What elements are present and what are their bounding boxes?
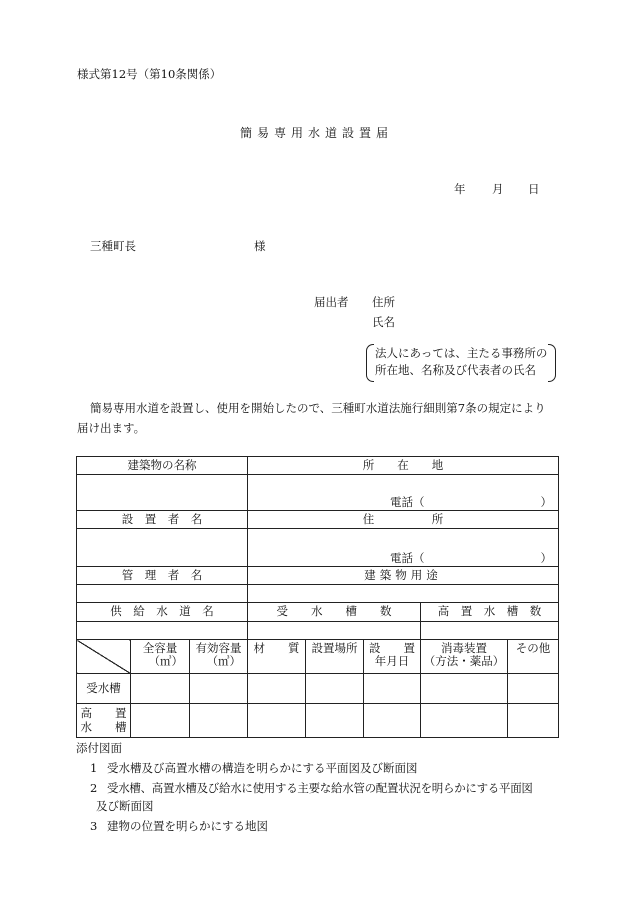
install-date-label-2: 年月日 xyxy=(374,654,410,669)
building-use-field[interactable] xyxy=(248,585,559,603)
install-location-header: 設置場所 xyxy=(306,640,364,674)
date-year: 年 xyxy=(454,182,466,196)
material-header: 材 質 xyxy=(248,640,306,674)
attachment-3-num: 3 xyxy=(90,819,98,833)
install-date-label-1: 設 置 xyxy=(369,641,416,655)
elevated-effective-capacity-field[interactable] xyxy=(190,704,248,738)
total-capacity-unit: （㎥） xyxy=(148,654,183,669)
disinfection-header xyxy=(421,640,508,674)
attachment-2-continuation: 及び断面図 xyxy=(96,799,154,813)
receiving-effective-capacity-field[interactable] xyxy=(190,674,248,704)
elevated-label-2: 水 槽 xyxy=(80,719,127,734)
total-capacity-label: 全容量 xyxy=(142,641,178,655)
date-day: 日 xyxy=(528,182,540,196)
applicant-label: 届出者 xyxy=(314,295,349,309)
manager-name-header: 管 理 者 名 xyxy=(77,567,248,585)
elevated-tank-count-header: 高 置 水 槽 数 xyxy=(421,603,559,622)
disinfection-label-1: 消毒装置 xyxy=(441,641,488,655)
effective-capacity-unit: （㎥） xyxy=(206,654,242,669)
corporate-note-line2: 所在地、名称及び代表者の氏名 xyxy=(375,363,536,377)
bracket-left xyxy=(366,344,374,382)
diagonal-corner-cell xyxy=(77,640,131,674)
effective-capacity-label: 有効容量 xyxy=(195,641,242,655)
install-date-header xyxy=(364,640,421,674)
elevated-location-field[interactable] xyxy=(306,704,364,738)
supply-name-header: 供 給 水 道 名 xyxy=(77,603,248,622)
elevated-label-1: 高 置 xyxy=(80,706,127,721)
installer-address-field[interactable] xyxy=(248,529,559,567)
applicant-name-label: 氏名 xyxy=(372,315,395,329)
body-text-line2: 届け出ます。 xyxy=(77,421,146,435)
elevated-disinfection-field[interactable] xyxy=(421,704,508,738)
tel-label-2: 電話（ xyxy=(390,550,425,565)
manager-name-field[interactable] xyxy=(77,585,248,603)
page-title: 簡易専用水道設置届 xyxy=(240,126,394,140)
attachment-1-num: 1 xyxy=(90,761,98,775)
receiving-other-field[interactable] xyxy=(508,674,559,704)
total-capacity-header xyxy=(131,640,190,674)
other-header: その他 xyxy=(508,640,559,674)
receiving-disinfection-field[interactable] xyxy=(421,674,508,704)
location-field[interactable] xyxy=(248,475,559,511)
supply-name-field[interactable] xyxy=(77,622,248,640)
attachment-2-num: 2 xyxy=(90,781,98,795)
effective-capacity-header xyxy=(190,640,248,674)
installer-address-header: 住 所 xyxy=(248,511,559,529)
form-number: 様式第12号（第10条関係） xyxy=(77,67,222,81)
receiving-material-field[interactable] xyxy=(248,674,306,704)
receiving-tank-row-label: 受水槽 xyxy=(77,674,131,704)
bracket-right xyxy=(548,344,556,382)
receiving-tank-count-field[interactable] xyxy=(248,622,421,640)
date-month: 月 xyxy=(492,182,504,196)
tel-label: 電話（ xyxy=(390,494,425,509)
addressee-honorific: 様 xyxy=(254,239,266,253)
building-use-header: 建築物用途 xyxy=(248,567,559,585)
applicant-address-label: 住所 xyxy=(372,295,395,309)
attachments-heading: 添付図面 xyxy=(76,741,122,755)
receiving-install-date-field[interactable] xyxy=(364,674,421,704)
attachment-2-text: 受水槽、高置水槽及び給水に使用する主要な給水管の配置状況を明らかにする平面図 xyxy=(107,781,533,795)
attachment-1-text: 受水槽及び高置水槽の構造を明らかにする平面図及び断面図 xyxy=(107,761,418,775)
addressee-name: 三種町長 xyxy=(90,239,136,253)
corporate-note-line1: 法人にあっては、主たる事務所の xyxy=(375,346,548,360)
elevated-tank-row-label xyxy=(77,704,131,738)
disinfection-label-2: （方法・薬品） xyxy=(423,654,505,669)
tel-close-2: ） xyxy=(540,550,553,565)
receiving-location-field[interactable] xyxy=(306,674,364,704)
elevated-other-field[interactable] xyxy=(508,704,559,738)
installer-name-field[interactable] xyxy=(77,529,248,567)
elevated-tank-count-field[interactable] xyxy=(421,622,559,640)
registration-table xyxy=(76,456,559,738)
building-name-field[interactable] xyxy=(77,475,248,511)
corporate-note xyxy=(366,344,556,382)
elevated-material-field[interactable] xyxy=(248,704,306,738)
tel-close: ） xyxy=(540,494,553,509)
installer-name-header: 設 置 者 名 xyxy=(77,511,248,529)
location-header: 所 在 地 xyxy=(248,457,559,475)
attachment-3-text: 建物の位置を明らかにする地図 xyxy=(107,819,268,833)
elevated-install-date-field[interactable] xyxy=(364,704,421,738)
elevated-total-capacity-field[interactable] xyxy=(131,704,190,738)
body-text-line1: 簡易専用水道を設置し、使用を開始したので、三種町水道法施行細則第7条の規定により xyxy=(90,401,546,415)
receiving-total-capacity-field[interactable] xyxy=(131,674,190,704)
receiving-tank-count-header: 受 水 槽 数 xyxy=(248,603,421,622)
building-name-header: 建築物の名称 xyxy=(77,457,248,475)
